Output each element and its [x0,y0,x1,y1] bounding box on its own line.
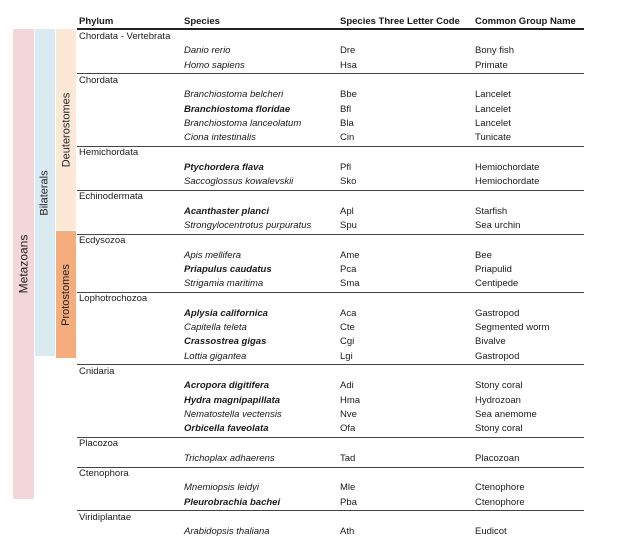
group-divider [77,510,584,511]
species-name: Ciona intestinalis [184,132,256,144]
species-code: Bfl [340,103,352,115]
common-group-name: Hydrozoan [475,394,521,406]
species-code: Spu [340,219,357,231]
species-name: Trichoplax adhaerens [184,452,275,464]
common-group-name: Bee [475,249,492,261]
table-row [77,422,584,436]
common-group-name: Ctenophore [475,482,525,494]
species-name: Branchiostoma floridae [184,103,291,115]
table-row [77,350,584,364]
table-row [77,452,584,466]
species-code: Hsa [340,59,357,71]
species-code: Apl [340,205,354,217]
common-group-name: Lancelet [475,117,511,129]
table-row [77,394,584,408]
table-row [77,335,584,349]
table-row [77,379,584,393]
common-group-name: Starfish [475,205,508,217]
species-name: Danio rerio [184,45,231,57]
species-name: Apis mellifera [184,249,242,261]
species-name: Priapulus caudatus [184,263,272,275]
common-group-name: Lancelet [475,89,511,101]
common-group-name: Eudicot [475,526,507,538]
common-group-name: Primate [475,59,508,71]
phylum-label: Placozoa [79,438,119,450]
common-group-name: Ctenophore [475,496,525,508]
common-group-name: Segmented worm [475,322,550,333]
phylum-label: Hemichordata [79,147,139,159]
species-code: Cin [340,132,355,144]
species-code: Ame [340,249,360,261]
table-row [77,161,584,175]
species-code: Pba [340,496,357,508]
band-bilaterals [35,29,55,356]
species-code: Cte [340,322,355,333]
header-code: Species Three Letter Code [340,16,460,27]
species-code: Cgi [340,336,355,348]
table-row [77,117,584,131]
common-group-name: Priapulid [475,263,512,275]
band-deuterostomes [56,29,76,230]
table-row [77,249,584,263]
common-group-name: Tunicate [475,132,512,144]
common-group-name: Sea anemome [475,408,537,420]
phylum-label: Chordata - Vertebrata [79,31,171,42]
species-name: Ptychordera flava [184,161,264,173]
species-code: Aca [340,307,357,319]
phylum-label: Viridiplantae [79,511,132,523]
species-name: Arabidopsis thaliana [184,526,270,538]
header-phylum: Phylum [79,16,114,27]
species-name: Hydra magnipapillata [184,394,281,406]
species-name: Strigamia maritima [184,278,264,290]
table-row [77,277,584,291]
species-name: Orbicella faveolata [184,423,269,435]
species-name: Mnemiopsis leidyi [184,482,259,494]
group-divider [77,73,584,74]
group-divider [77,146,584,147]
species-name: Acropora digitifera [184,380,269,392]
species-code: Mle [340,482,356,494]
common-group-name: Bony fish [475,45,515,57]
species-code: Bla [340,117,354,129]
common-group-name: Bivalve [475,336,506,348]
table-row [77,59,584,73]
table-row [77,307,584,321]
group-divider [77,467,584,468]
table-row [77,88,584,102]
table-row [77,219,584,233]
species-code: Lgi [340,350,353,362]
species-name: Saccoglossus kowalevskii [184,176,294,187]
phylum-label: Ecdysozoa [79,235,126,247]
species-code: Bbe [340,89,357,101]
common-group-name: Gastropod [475,307,520,319]
common-group-name: Placozoan [475,452,520,464]
phylum-label: Lophotrochozoa [79,293,148,305]
band-metazoans [13,29,34,499]
species-name: Aplysia californica [184,307,268,319]
table-row [77,481,584,495]
common-group-name: Centipede [475,278,519,290]
common-group-name: Stony coral [475,380,523,392]
group-divider [77,437,584,438]
species-code: Dre [340,45,356,57]
phylum-label: Chordata [79,74,119,86]
phylum-label: Echinodermata [79,191,143,203]
table-row [77,205,584,219]
species-code: Hma [340,394,361,406]
table-row [77,408,584,422]
common-group-name: Hemiochordate [475,161,540,173]
species-code: Nve [340,408,357,420]
band-protostomes [56,231,76,358]
species-name: Lottia gigantea [184,350,247,362]
species-name: Acanthaster planci [184,205,269,217]
species-name: Nematostella vectensis [184,408,282,420]
species-code: Adi [340,380,354,392]
phylum-label: Cnidaria [79,365,115,377]
common-group-name: Hemiochordate [475,176,540,187]
common-group-name: Stony coral [475,423,523,435]
species-code: Pfl [340,161,352,173]
species-code: Ath [340,526,355,538]
species-name: Branchiostoma belcheri [184,89,284,101]
species-code: Sko [340,176,357,187]
table-row [77,44,584,58]
phylum-label: Ctenophora [79,468,129,479]
species-name: Homo sapiens [184,59,245,71]
group-divider [77,292,584,293]
common-group-name: Sea urchin [475,219,521,231]
table-row [77,525,584,539]
header-common-group: Common Group Name [475,16,576,27]
species-name: Pleurobrachia bachei [184,496,281,508]
species-code: Pca [340,263,357,275]
band-protostomes-label: Protostomes [60,263,72,326]
band-metazoans-label: Metazoans [16,234,31,294]
species-name: Crassostrea gigas [184,336,267,348]
band-bilaterals-label: Bilaterals [39,169,51,216]
common-group-name: Lancelet [475,103,511,115]
common-group-name: Gastropod [475,350,520,362]
table-row [77,103,584,117]
table-row [77,321,584,335]
group-divider [77,234,584,235]
species-name: Capitella teleta [184,322,247,333]
table-row [77,263,584,277]
table-row [77,131,584,145]
header-species: Species [184,16,220,27]
group-divider [77,364,584,365]
table-row [77,496,584,510]
band-deuterostomes-label: Deuterostomes [60,92,72,167]
group-divider [77,190,584,191]
species-code: Tad [340,452,356,464]
species-code: Ofa [340,423,356,435]
species-name: Branchiostoma lanceolatum [184,117,302,129]
table-row [77,175,584,189]
species-name: Strongylocentrotus purpuratus [184,219,312,231]
species-code: Sma [340,278,360,290]
